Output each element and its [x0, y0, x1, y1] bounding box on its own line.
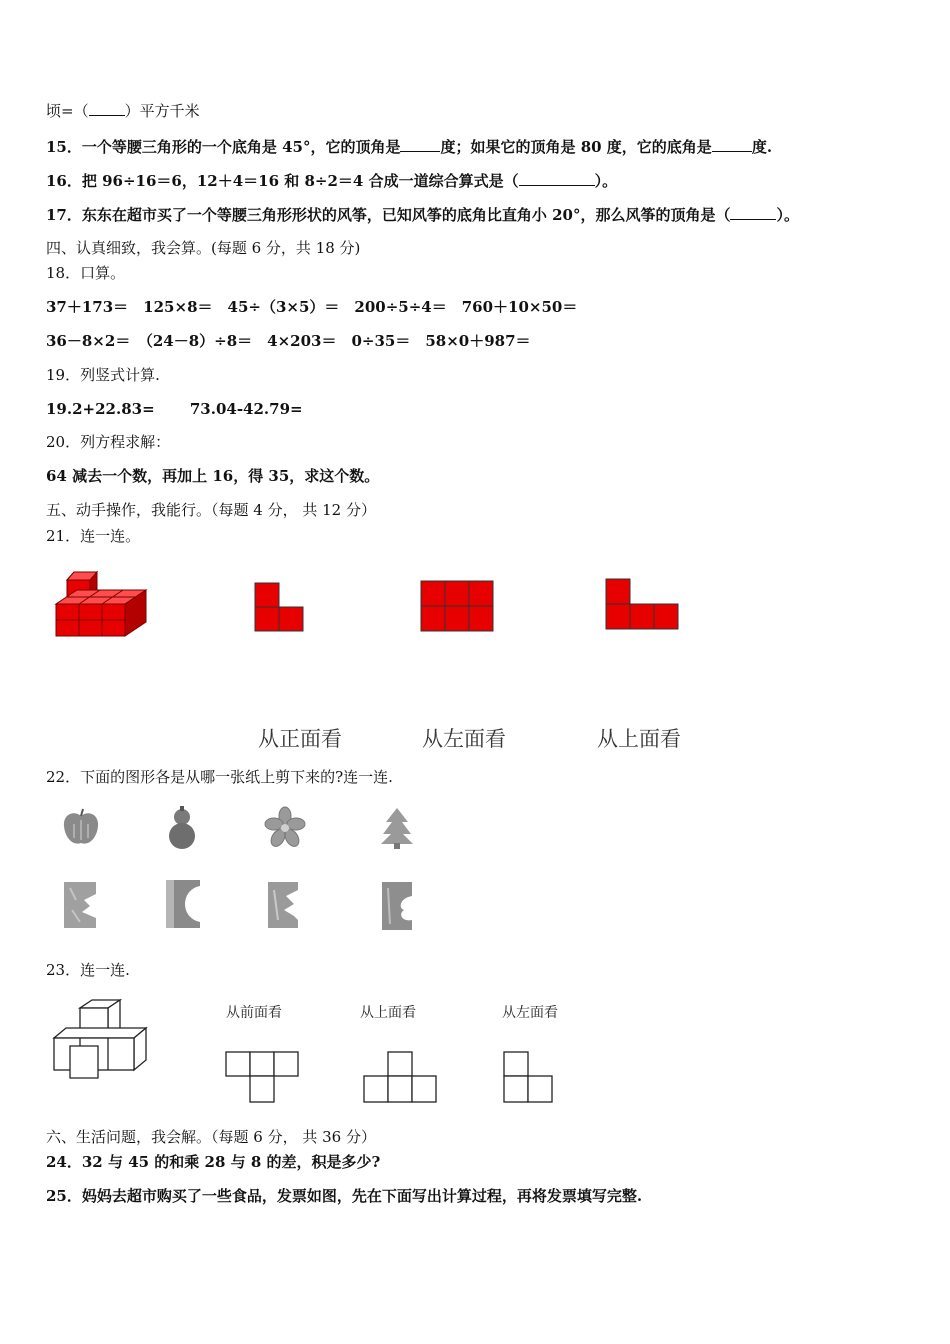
q15-text-a: 15．一个等腰三角形的一个底角是 45°，它的顶角是 — [46, 138, 401, 156]
q21-label-left: 从左面看 — [422, 727, 506, 751]
q16-blank[interactable] — [519, 171, 595, 186]
q23-label-left: 从左面看 — [502, 1005, 558, 1021]
q21-view-l-small[interactable] — [254, 582, 306, 632]
q23-view-l-shape[interactable] — [502, 1050, 558, 1106]
paper-star-cut-icon[interactable] — [62, 880, 100, 930]
q23-label-top: 从上面看 — [360, 1005, 416, 1021]
q14-tail-prefix: 顷=（ — [46, 102, 89, 120]
gourd-shape-icon[interactable] — [164, 804, 200, 850]
q21-label-top: 从上面看 — [597, 727, 681, 751]
q18-row-2: 36－8×2＝ （24－8）÷8＝ 4×203＝ 0÷35＝ 58×0＋987＝ — [46, 332, 531, 350]
q23-title: 23．连一连. — [46, 961, 130, 979]
section-4-heading: 四、认真细致，我会算。(每题 6 分，共 18 分) — [46, 239, 361, 257]
q16-line — [46, 171, 617, 191]
q17-text-b: ）。 — [776, 206, 799, 224]
q14-tail-suffix: ）平方千米 — [124, 102, 200, 120]
q15-blank-1[interactable] — [400, 137, 440, 152]
q19-title: 19．列竖式计算. — [46, 366, 160, 384]
q15-blank-2[interactable] — [712, 137, 752, 152]
q21-title: 21．连一连。 — [46, 527, 141, 545]
q15-text-b: 度；如果它的顶角是 80 度，它的底角是 — [440, 138, 712, 156]
q18-title: 18．口算。 — [46, 264, 126, 282]
q21-view-rect-2x3[interactable] — [420, 580, 496, 632]
section-6-heading: 六、生活问题，我会解。（每题 6 分， 共 36 分） — [46, 1128, 376, 1146]
q17-line — [46, 205, 799, 225]
apple-shape-icon[interactable] — [60, 806, 102, 848]
q19-row: 19.2+22.83= 73.04-42.79= — [46, 400, 303, 418]
q23-view-inverted-t[interactable] — [362, 1050, 442, 1106]
q17-blank[interactable] — [730, 205, 776, 220]
q21-view-l-long[interactable] — [605, 578, 681, 630]
section-5-heading: 五、动手操作，我能行。（每题 4 分， 共 12 分） — [46, 501, 376, 519]
q20-text: 64 减去一个数，再加上 16，得 35，求这个数。 — [46, 467, 380, 485]
q14-answer-blank[interactable] — [89, 101, 125, 116]
flower-shape-icon[interactable] — [263, 806, 307, 848]
q22-title: 22．下面的图形各是从哪一张纸上剪下来的?连一连. — [46, 768, 393, 786]
q20-title: 20．列方程求解： — [46, 433, 171, 451]
q14-tail-line — [46, 101, 200, 121]
q15-line — [46, 137, 772, 157]
q23-cube-drawing[interactable] — [50, 998, 150, 1080]
q23-label-front: 从前面看 — [226, 1005, 282, 1021]
q16-text-a: 16．把 96÷16＝6，12＋4＝16 和 8÷2＝4 合成一道综合算式是（ — [46, 172, 519, 190]
q16-text-b: ）。 — [594, 172, 618, 190]
q21-label-front: 从正面看 — [258, 727, 342, 751]
q24-text: 24．32 与 45 的和乘 28 与 8 的差，积是多少? — [46, 1153, 381, 1171]
q17-text-a: 17．东东在超市买了一个等腰三角形形状的风筝，已知风筝的底角比直角小 20°，那么风筝的顶角是（ — [46, 206, 731, 224]
q15-text-c: 度. — [751, 138, 773, 156]
q23-view-t-shape[interactable] — [224, 1050, 304, 1106]
tree-shape-icon[interactable] — [378, 806, 416, 850]
paper-zigzag-cut-icon[interactable] — [266, 880, 302, 930]
paper-round-cut-icon[interactable] — [164, 878, 202, 930]
q21-3d-cube-stack[interactable] — [52, 566, 152, 642]
q18-row-1: 37＋173＝ 125×8＝ 45÷（3×5）＝ 200÷5÷4＝ 760＋10×50＝ — [46, 298, 578, 316]
q25-text: 25．妈妈去超市购买了一些食品，发票如图，先在下面写出计算过程，再将发票填写完整. — [46, 1187, 643, 1205]
paper-leaf-cut-icon[interactable] — [380, 880, 416, 932]
